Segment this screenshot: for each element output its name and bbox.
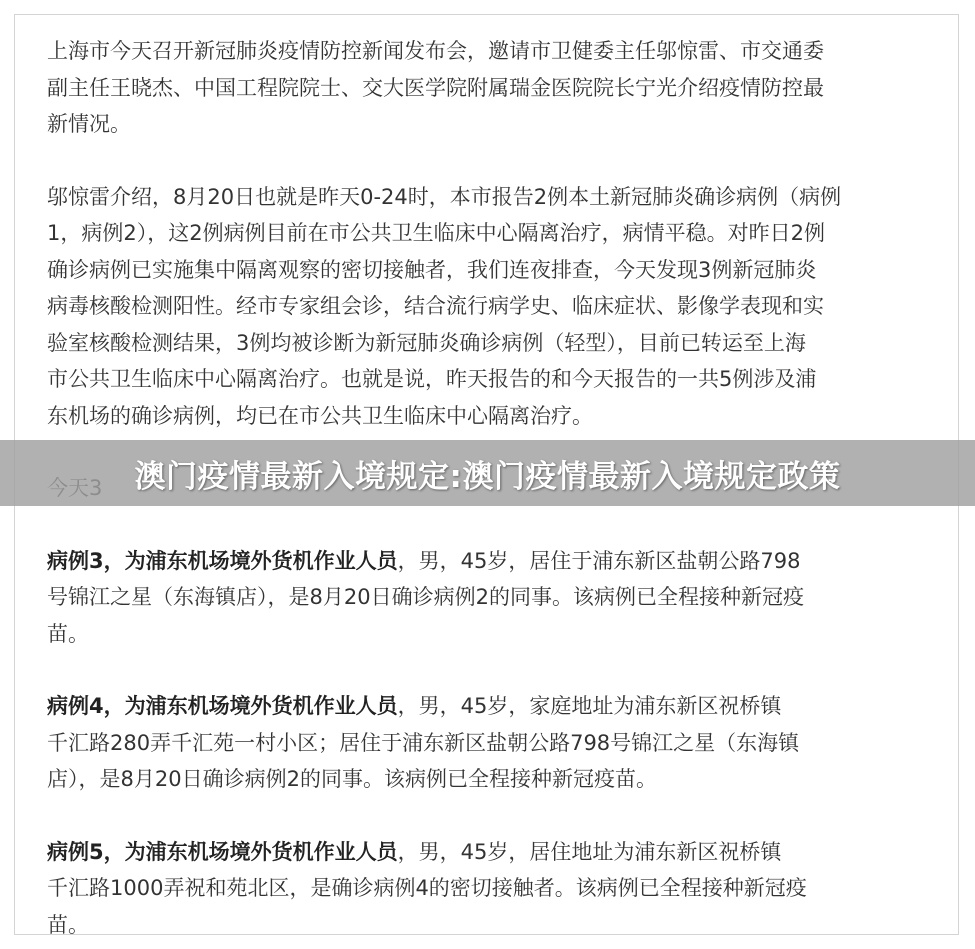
briefing-paragraph	[47, 179, 947, 435]
text-line: 店），是8月20日确诊病例2的同事。该病例已全程接种新冠疫苗。	[47, 767, 657, 791]
text-line: 1，病例2），这2例病例目前在市公共卫生临床中心隔离治疗，病情平稳。对昨日2例	[47, 221, 825, 245]
text-line: 号锦江之星（东海镇店），是8月20日确诊病例2的同事。该病例已全程接种新冠疫	[47, 585, 804, 609]
text-line: 市公共卫生临床中心隔离治疗。也就是说，昨天报告的和今天报告的一共5例涉及浦	[47, 367, 817, 391]
text-line: 副主任王晓杰、中国工程院院士、交大医学院附属瑞金医院院长宁光介绍疫情防控最	[47, 75, 824, 100]
text-line: 新情况。	[47, 112, 131, 136]
text-line: 验室核酸检测结果，3例均被诊断为新冠肺炎确诊病例（轻型），目前已转运至上海	[47, 330, 806, 355]
text-line: 邬惊雷介绍，8月20日也就是昨天0-24时，本市报告2例本土新冠肺炎确诊病例（病例	[47, 184, 842, 209]
case-5-details: ，男，45岁，居住地址为浦东新区祝桥镇	[397, 839, 782, 864]
text-line: 苗。	[47, 912, 89, 937]
headline-title: 澳门疫情最新入境规定:澳门疫情最新入境规定政策	[134, 458, 841, 495]
text-line: 上海市今天召开新冠肺炎疫情防控新闻发布会，邀请市卫健委主任邬惊雷、市交通委	[47, 39, 824, 63]
case-3-details: ，男，45岁，居住于浦东新区盐朝公路798	[397, 548, 801, 573]
case-4-paragraph	[47, 688, 947, 798]
text-line: 千汇路1000弄祝和苑北区，是确诊病例4的密切接触者。该病例已全程接种新冠疫	[47, 876, 807, 900]
case-4-details: ，男，45岁，家庭地址为浦东新区祝桥镇	[397, 694, 782, 718]
text-line: 确诊病例已实施集中隔离观察的密切接触者，我们连夜排查，今天发现3例新冠肺炎	[47, 257, 817, 282]
intro-paragraph	[47, 33, 947, 143]
case-3-paragraph	[47, 543, 947, 653]
text-line: 千汇路280弄千汇苑一村小区；居住于浦东新区盐朝公路798号锦江之星（东海镇	[47, 730, 800, 755]
case-4-title: 病例4，为浦东机场境外货机作业人员	[47, 694, 398, 718]
headline-banner	[0, 440, 975, 506]
case-3-title: 病例3，为浦东机场境外货机作业人员	[47, 548, 398, 573]
case-5-paragraph	[47, 834, 947, 944]
text-line: 东机场的确诊病例，均已在市公共卫生临床中心隔离治疗。	[47, 403, 593, 428]
text-line: 病毒核酸检测阳性。经市专家组会诊，结合流行病学史、临床症状、影像学表现和实	[47, 294, 824, 318]
case-5-title: 病例5，为浦东机场境外货机作业人员	[47, 839, 398, 864]
text-line: 苗。	[47, 621, 89, 646]
